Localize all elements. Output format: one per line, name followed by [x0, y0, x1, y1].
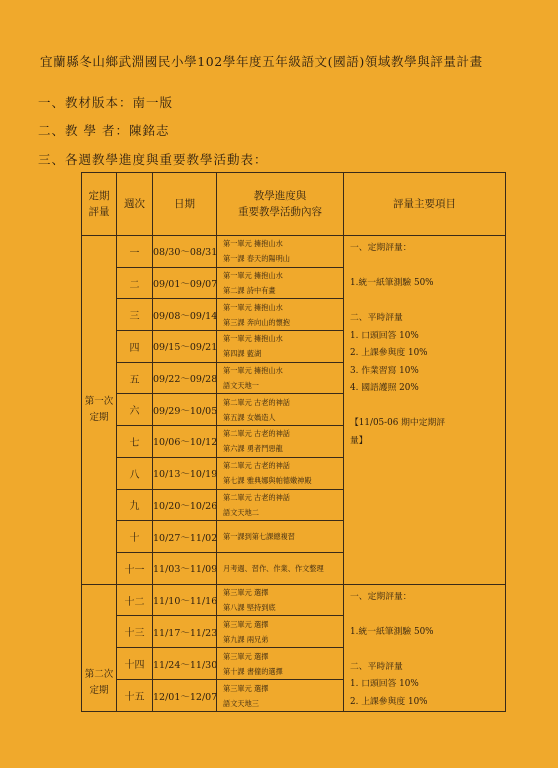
date-cell: 10/13～10/19 — [153, 457, 217, 489]
content-line: 第三課 奔向山的懷抱 — [223, 317, 290, 327]
schedule-table — [81, 172, 506, 712]
content-cell — [217, 489, 344, 521]
eval-period-1: 第一次 定期 — [82, 236, 117, 585]
content-line: 第三單元 選擇 — [223, 683, 269, 693]
section-heading: 三、各週教學進度與重要教學活動表： — [38, 152, 268, 167]
week-cell: 十五 — [117, 680, 153, 712]
content-cell — [217, 331, 344, 363]
content-cell — [217, 394, 344, 426]
date-cell: 08/30～08/31 — [153, 236, 217, 268]
header-date: 日期 — [153, 173, 217, 236]
date-cell: 10/06～10/12 — [153, 426, 217, 458]
content-line: 第二課 詩中有畫 — [223, 286, 276, 296]
content-cell — [217, 236, 344, 268]
assessment-line: 1.統一紙筆測驗 50% — [350, 626, 434, 637]
assessment-line — [350, 606, 505, 624]
content-cell — [217, 648, 344, 680]
content-line: 第一課 春天的陽明山 — [223, 254, 290, 264]
date-cell: 11/10～11/16 — [153, 584, 217, 616]
date-cell: 10/20～10/26 — [153, 489, 217, 521]
content-line: 語文天地二 — [223, 507, 259, 517]
date-cell: 10/27～11/02 — [153, 521, 217, 553]
assessment-period-1 — [344, 236, 506, 585]
week-cell: 四 — [117, 331, 153, 363]
week-cell: 一 — [117, 236, 153, 268]
week-cell: 八 — [117, 457, 153, 489]
content-line: 第三單元 選擇 — [223, 619, 269, 629]
content-line: 第三單元 選擇 — [223, 588, 269, 597]
content-cell — [217, 552, 344, 584]
content-cell — [217, 584, 344, 616]
content-line: 第六課 勇者鬥惡龍 — [223, 444, 283, 454]
week-cell: 五 — [117, 362, 153, 394]
week-cell: 十三 — [117, 616, 153, 648]
header-eval-period: 定期 評量 — [82, 173, 117, 236]
assessment-line: 1. 口頭回答 10% — [350, 330, 419, 341]
content-line: 第一單元 擁抱山水 — [223, 334, 283, 344]
week-cell: 十 — [117, 521, 153, 553]
header-week: 週次 — [117, 173, 153, 236]
assessment-line: 一、定期評量： — [350, 591, 412, 602]
content-line: 第二單元 古老的神話 — [223, 492, 290, 502]
content-cell — [217, 521, 344, 553]
assessment-line: 量】 — [350, 435, 368, 446]
week-cell: 九 — [117, 489, 153, 521]
header-assessment: 評量主要項目 — [344, 173, 506, 236]
assessment-line: 【11/05-06 期中定期評 — [350, 418, 446, 428]
content-line: 第二單元 古老的神話 — [223, 461, 290, 471]
content-line: 第九課 兩兄弟 — [223, 634, 269, 644]
date-cell: 11/24～11/30 — [153, 648, 217, 680]
content-cell — [217, 267, 344, 299]
date-cell: 11/17～11/23 — [153, 616, 217, 648]
assessment-period-2 — [344, 584, 506, 712]
assessment-line: 3. 作業習寫 10% — [350, 365, 419, 376]
table-header-row — [82, 173, 506, 236]
header-content: 教學進度與 重要教學活動內容 — [217, 173, 344, 236]
content-cell — [217, 457, 344, 489]
content-line: 第一課到第七課總複習 — [223, 532, 295, 542]
date-cell: 09/15～09/21 — [153, 331, 217, 363]
textbook-version: 一、教材版本：南一版 — [38, 95, 174, 110]
content-line: 第一單元 擁抱山水 — [223, 239, 283, 249]
table-row — [82, 236, 506, 268]
week-cell: 六 — [117, 394, 153, 426]
eval-period-2: 第二次 定期 — [82, 584, 117, 712]
content-line: 語文天地一 — [223, 381, 259, 391]
week-cell: 三 — [117, 299, 153, 331]
date-cell: 09/29～10/05 — [153, 394, 217, 426]
teacher-name: 二、教 學 者：陳銘志 — [38, 123, 170, 138]
content-cell — [217, 680, 344, 712]
content-line: 語文天地三 — [223, 698, 259, 708]
assessment-line: 2. 上課參與度 10% — [350, 696, 428, 707]
week-cell: 十一 — [117, 552, 153, 584]
assessment-line: 二、平時評量 — [350, 313, 403, 323]
week-cell: 七 — [117, 426, 153, 458]
assessment-line — [350, 398, 505, 416]
assessment-line: 二、平時評量 — [350, 661, 403, 672]
content-line: 第一單元 擁抱山水 — [223, 302, 283, 312]
assessment-line — [350, 293, 505, 311]
date-cell: 09/08～09/14 — [153, 299, 217, 331]
content-line: 第七課 雅典娜與帕德嫩神殿 — [223, 476, 312, 486]
assessment-line: 1.統一紙筆測驗 50% — [350, 278, 434, 288]
content-cell — [217, 299, 344, 331]
date-cell: 09/01～09/07 — [153, 267, 217, 299]
content-line: 月考週、習作、作業、作文整理 — [223, 563, 324, 573]
assessment-line: 一、定期評量： — [350, 243, 412, 253]
content-line: 第四課 藍湖 — [223, 349, 262, 359]
content-line: 第二單元 古老的神話 — [223, 429, 290, 439]
content-line: 第五課 女媧造人 — [223, 412, 276, 422]
assessment-line: 2. 上課參與度 10% — [350, 348, 428, 358]
table-row — [82, 584, 506, 616]
content-line: 第八課 堅持到底 — [223, 603, 276, 612]
content-cell — [217, 362, 344, 394]
content-line: 第三單元 選擇 — [223, 651, 269, 661]
assessment-line: 4. 國語護照 20% — [350, 383, 419, 393]
content-cell — [217, 616, 344, 648]
content-line: 第二單元 古老的神話 — [223, 397, 290, 407]
week-cell: 十四 — [117, 648, 153, 680]
date-cell: 09/22～09/28 — [153, 362, 217, 394]
week-cell: 二 — [117, 267, 153, 299]
assessment-line — [350, 258, 505, 276]
date-cell: 11/03～11/09 — [153, 552, 217, 584]
content-line: 第一單元 擁抱山水 — [223, 366, 283, 376]
date-cell: 12/01～12/07 — [153, 680, 217, 712]
week-cell: 十二 — [117, 584, 153, 616]
assessment-line: 1. 口頭回答 10% — [350, 679, 419, 690]
page-title: 宜蘭縣冬山鄉武淵國民小學102學年度五年級語文(國語)領域教學與評量計畫 — [40, 54, 483, 69]
content-cell — [217, 426, 344, 458]
assessment-line — [350, 641, 505, 659]
content-line: 第十課 書僮的選擇 — [223, 666, 283, 676]
content-line: 第一單元 擁抱山水 — [223, 271, 283, 281]
